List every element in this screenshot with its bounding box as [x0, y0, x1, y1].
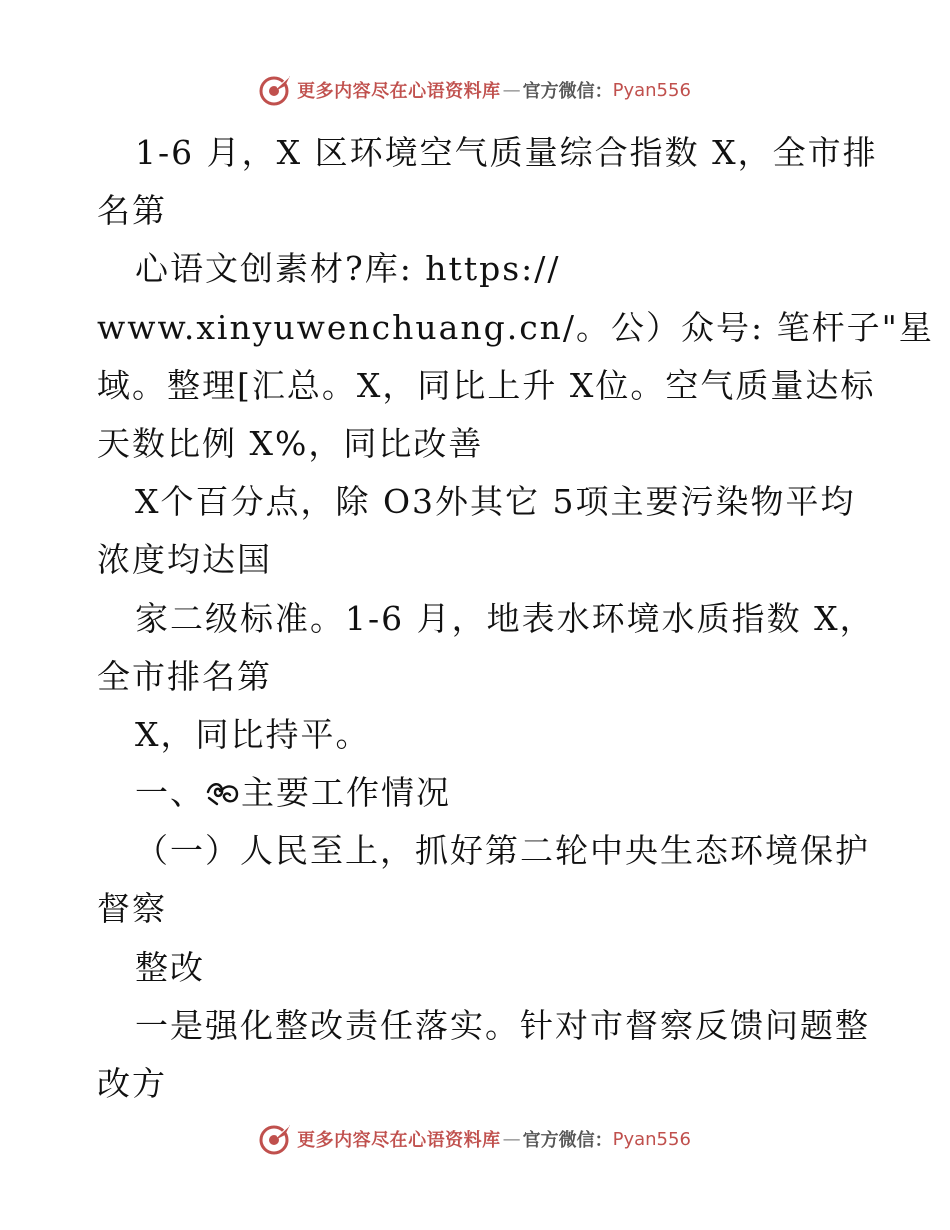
text-line: 1-6 月，X 区环境空气质量综合指数 X，全市排 — [135, 133, 878, 172]
feather-quill-logo-icon — [259, 1122, 293, 1156]
text-line: 心语文创素材?库: https:// — [135, 249, 561, 289]
document-body — [97, 124, 934, 1113]
header-banner — [0, 70, 950, 110]
banner-wechat-label: 官方微信： — [522, 1130, 613, 1151]
text-line: （一）人民至上，抓好第二轮中央生态环境保护 — [135, 831, 870, 871]
banner-wechat-id: Pyan556 — [612, 1128, 691, 1150]
heading-text: 主要工作情况 — [241, 773, 451, 813]
text-line: 名第 — [97, 191, 167, 231]
text-line: 一是强化整改责任落实。针对市督察反馈问题整 — [135, 1005, 870, 1045]
text-line: 改方 — [97, 1064, 167, 1103]
text-line: 域。整理[汇总。X，同比上升 X位。空气质量达标 — [97, 365, 876, 405]
text-line: www.xinyuwenchuang.cn/。公）众号: 笔杆子"星 — [97, 307, 934, 347]
text-line: 整改 — [135, 947, 205, 987]
footer-banner — [0, 1119, 950, 1159]
feather-quill-logo-icon — [259, 73, 293, 107]
text-line: 浓度均达国 — [97, 540, 272, 580]
section-heading — [97, 764, 867, 822]
text-line: 督察 — [97, 889, 167, 929]
banner-dash: — — [502, 79, 521, 101]
scroll-ornament-icon — [205, 778, 241, 808]
text-line: 天数比例 X%，同比改善 — [97, 423, 484, 463]
text-line: 全市排名第 — [97, 656, 272, 696]
banner-wechat-id: Pyan556 — [612, 79, 691, 101]
text-line: X，同比持平。 — [135, 714, 371, 754]
text-line: 家二级标准。1-6 月，地表水环境水质指数 X， — [135, 598, 875, 638]
banner-main-text: 更多内容尽在心语资料库 — [297, 1130, 501, 1151]
banner-main-text: 更多内容尽在心语资料库 — [297, 81, 501, 102]
text-line: X个百分点，除 O3外其它 5项主要污染物平均 — [135, 482, 856, 522]
banner-dash: — — [502, 1128, 521, 1150]
banner-wechat-label: 官方微信： — [522, 81, 613, 102]
heading-prefix: 一、 — [135, 773, 205, 813]
